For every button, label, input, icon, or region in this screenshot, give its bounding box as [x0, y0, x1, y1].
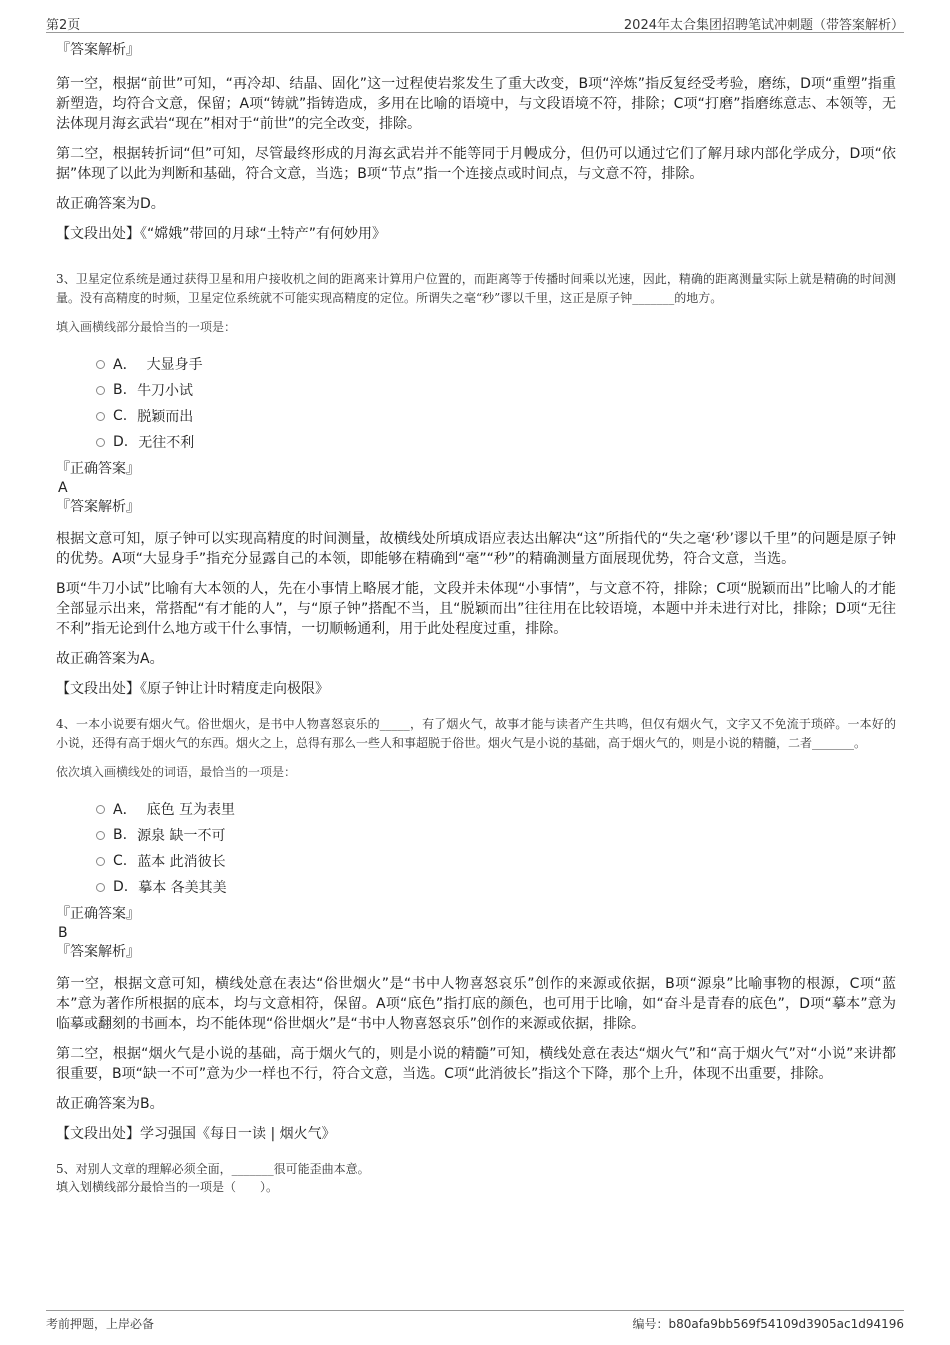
- q2-source: 【文段出处】《“嫦娥”带回的月球“土特产”有何妙用》: [56, 226, 387, 242]
- q4-option-d[interactable]: [96, 874, 896, 900]
- page-header: [46, 12, 904, 33]
- option-text: 蓝本 此消彼长: [137, 854, 226, 870]
- option-text: 脱颖而出: [137, 409, 194, 425]
- q4-answer-label: 『正确答案』: [56, 906, 140, 922]
- page-footer: [46, 1310, 904, 1333]
- q3-source: 【文段出处】《原子钟让计时精度走向极限》: [56, 681, 329, 697]
- option-letter: D.: [113, 879, 129, 895]
- option-letter: B.: [113, 827, 128, 843]
- radio-icon[interactable]: [96, 831, 105, 840]
- option-letter: A．: [113, 802, 137, 818]
- q3-analysis-label: 『答案解析』: [56, 499, 140, 515]
- radio-icon[interactable]: [96, 386, 105, 395]
- q2-analysis-p1: 第一空，根据“前世”可知，“再冷却、结晶、固化”这一过程使岩浆发生了重大改变，B项“淬炼”指反复经受考验，磨练，D项“重塑”指重新塑造，均符合文意，保留；A项“铸就”指铸造成，多用在比喻的语境中，与文段语境不符，排除；C项“打磨”指磨练意志、本领等，无法体现月海玄武岩“现在”相对于“前世”的完全改变，排除。: [56, 76, 896, 132]
- q3-analysis-p1: 根据文意可知，原子钟可以实现高精度的时间测量，故横线处所填成语应表达出解决“这”所指代的“失之毫‘秒’谬以千里”的问题是原子钟的优势。A项“大显身手”指充分显露自己的本领，即能够在精确到“毫”“秒”的精确测量方面展现优势，符合文意，当选。: [56, 531, 896, 567]
- q2-conclusion: 故正确答案为D。: [56, 196, 165, 212]
- page-number: 第2页: [46, 18, 81, 33]
- q3-option-d[interactable]: [96, 429, 896, 455]
- q3-answer: A: [58, 480, 68, 496]
- option-text: 源泉 缺一不可: [137, 828, 226, 844]
- q5-prompt: 填入划横线部分最恰当的一项是（ ）。: [56, 1180, 279, 1194]
- q3-prompt: 填入画横线部分最恰当的一项是：: [56, 320, 237, 334]
- q4-conclusion: 故正确答案为B。: [56, 1096, 164, 1112]
- option-letter: C.: [113, 408, 128, 424]
- option-text: 大显身手: [146, 357, 203, 373]
- q2-analysis-label: 『答案解析』: [56, 42, 140, 58]
- q3-analysis-p2: B项“牛刀小试”比喻有大本领的人，先在小事情上略展才能，文段并未体现“小事情”，与文意不符，排除；C项“脱颖而出”比喻人的才能全部显示出来，常搭配“有才能的人”，与“原子钟”搭配不当，且“脱颖而出”往往用在比较语境，本题中并未进行对比，排除；D项“无往不利”指无论到什么地方或干什么事情，一切顺畅通利，用于此处程度过重，排除。: [56, 581, 896, 637]
- q4-option-a[interactable]: [96, 796, 896, 822]
- q2-analysis-p2: 第二空，根据转折词“但”可知，尽管最终形成的月海玄武岩并不能等同于月幔成分，但仍可以通过它们了解月球内部化学成分，D项“依据”体现了以此为判断和基础，符合文意，当选；B项“节点”指一个连接点或时间点，与文意不符，排除。: [56, 146, 896, 182]
- radio-icon[interactable]: [96, 360, 105, 369]
- document-id: 编号：b80afa9bb569f54109d3905ac1d94196: [632, 1317, 904, 1331]
- q3-answer-label: 『正确答案』: [56, 461, 140, 477]
- q3-option-a[interactable]: [96, 351, 896, 377]
- q4-prompt: 依次填入画横线处的词语，最恰当的一项是：: [56, 765, 297, 779]
- q4-options: [96, 796, 896, 900]
- radio-icon[interactable]: [96, 883, 105, 892]
- q4-analysis-p2: 第二空，根据“烟火气是小说的基础，高于烟火气的，则是小说的精髓”可知，横线处意在表达“烟火气”和“高于烟火气”对“小说”来讲都很重要，B项“缺一不可”意为少一样也不行，符合文意，当选。C项“此消彼长”指这个下降，那个上升，体现不出重要，排除。: [56, 1046, 896, 1082]
- option-letter: C.: [113, 853, 128, 869]
- q4-answer: B: [58, 925, 68, 941]
- radio-icon[interactable]: [96, 857, 105, 866]
- document-title: 2024年太合集团招聘笔试冲刺题（带答案解析）: [623, 18, 904, 33]
- radio-icon[interactable]: [96, 412, 105, 421]
- radio-icon[interactable]: [96, 438, 105, 447]
- option-text: 无往不利: [138, 435, 195, 451]
- q3-conclusion: 故正确答案为A。: [56, 651, 164, 667]
- option-text: 牛刀小试: [137, 383, 194, 399]
- option-letter: B.: [113, 382, 128, 398]
- option-letter: D.: [113, 434, 129, 450]
- radio-icon[interactable]: [96, 805, 105, 814]
- q4-option-c[interactable]: [96, 848, 896, 874]
- q5-question: 5、对别人文章的理解必须全面，_______很可能歪曲本意。: [56, 1162, 370, 1176]
- footer-slogan: 考前押题，上岸必备: [46, 1317, 155, 1331]
- q4-option-b[interactable]: [96, 822, 896, 848]
- q4-analysis-label: 『答案解析』: [56, 944, 140, 960]
- q4-analysis-p1: 第一空，根据文意可知，横线处意在表达“俗世烟火”是“书中人物喜怒哀乐”创作的来源或依据，B项“源泉”比喻事物的根源，C项“蓝本”意为著作所根据的底本，均与文意相符，保留。A项“底色”指打底的颜色，也可用于比喻，如“奋斗是青春的底色”，D项“摹本”意为临摹或翻刻的书画本，均不能体现“俗世烟火”是“书中人物喜怒哀乐”创作的来源或依据，排除。: [56, 976, 896, 1032]
- q3-question: 3、卫星定位系统是通过获得卫星和用户接收机之间的距离来计算用户位置的，而距离等于传播时间乘以光速，因此，精确的距离测量实际上就是精确的时间测量。没有高精度的时频，卫星定位系统就不可能实现高精度的定位。所谓失之毫“秒”谬以千里，这正是原子钟_______的地方。: [56, 272, 896, 305]
- option-text: 摹本 各美其美: [138, 880, 227, 896]
- q3-option-c[interactable]: [96, 403, 896, 429]
- q3-option-b[interactable]: [96, 377, 896, 403]
- option-text: 底色 互为表里: [146, 802, 236, 818]
- q4-source: 【文段出处】学习强国《每日一读 | 烟火气》: [56, 1126, 336, 1142]
- option-letter: A．: [113, 357, 137, 373]
- q3-options: [96, 351, 896, 455]
- document-body: [56, 40, 896, 1196]
- q4-question: 4、一本小说要有烟火气。俗世烟火，是书中人物喜怒哀乐的_____，有了烟火气，故事才能与读者产生共鸣，但仅有烟火气，文字又不免流于琐碎。一本好的小说，还得有高于烟火气的东西。烟火之上，总得有那么一些人和事超脱于俗世。烟火气是小说的基础，高于烟火气的，则是小说的精髓，二者_______。: [56, 717, 896, 750]
